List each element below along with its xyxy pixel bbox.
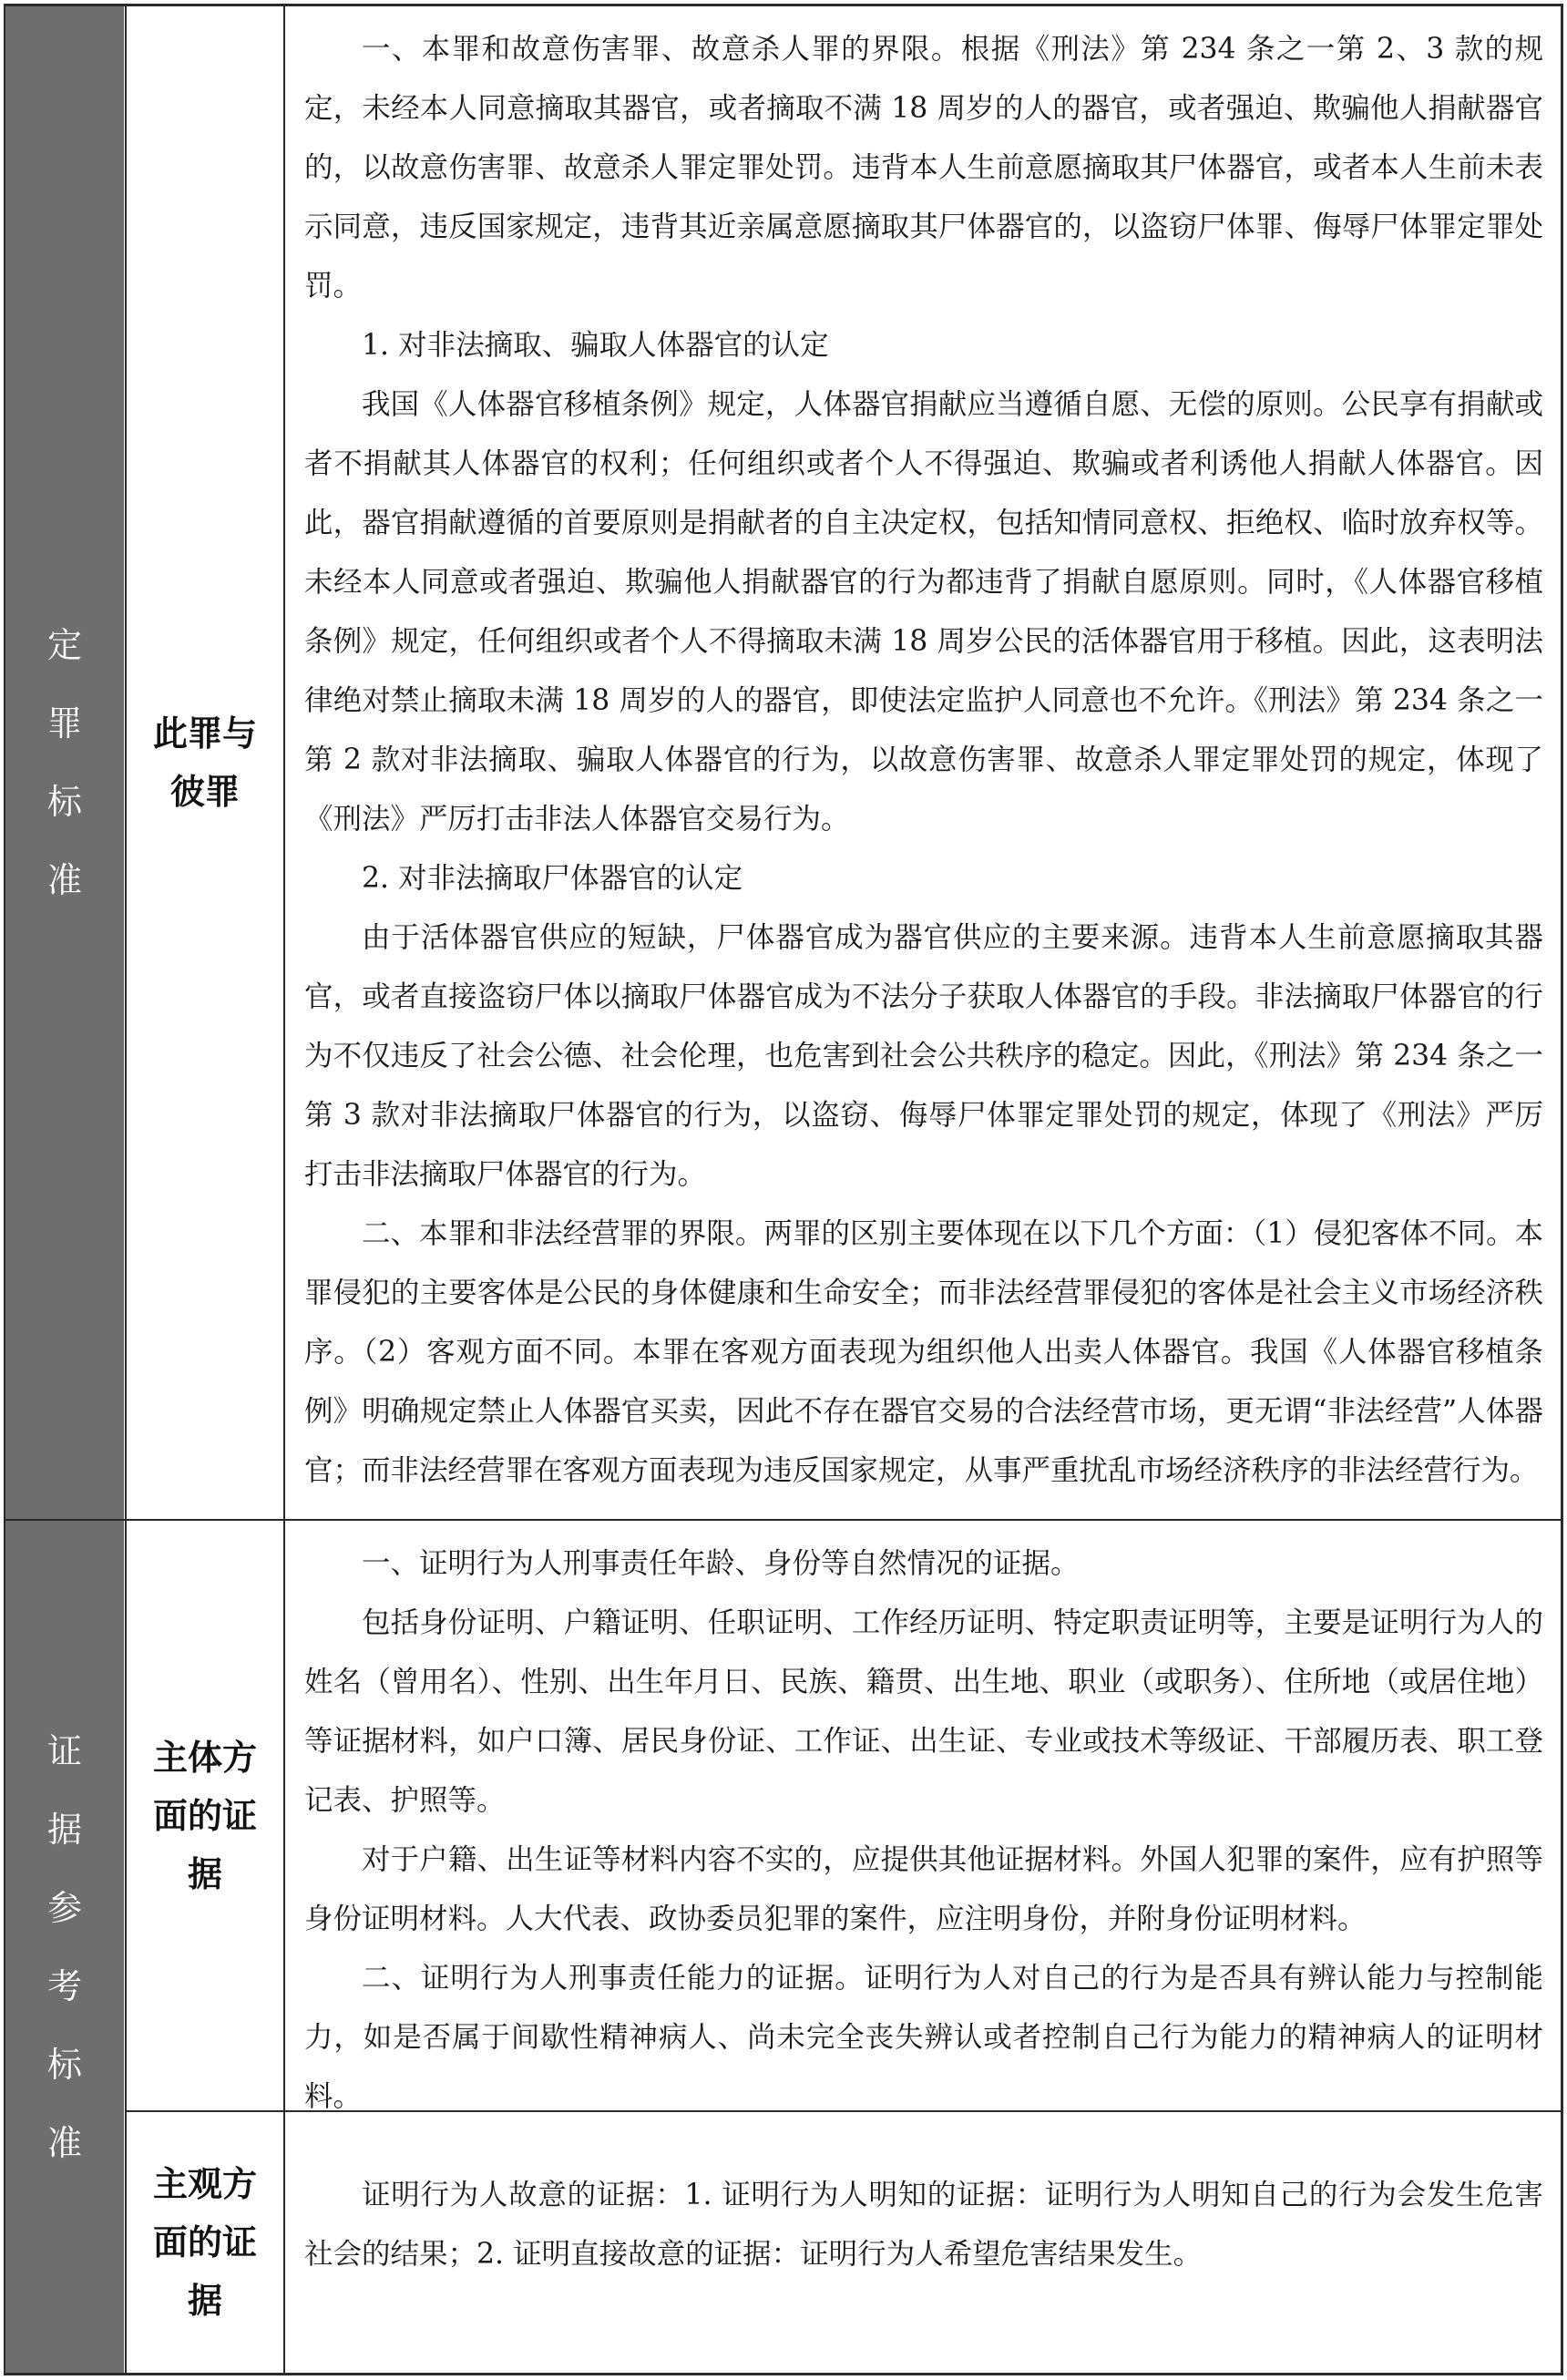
subcategory-label: 主体方面的证据 [152, 1737, 257, 1894]
paragraph: 二、证明行为人刑事责任能力的证据。证明行为人对自己的行为是否具有辨认能力与控制能力，如是否属于间歇性精神病人、尚未完全丧失辨认或者控制自己行为能力的精神病人的证明材料。 [304, 1962, 1543, 2113]
category-label: 定罪标准 [46, 625, 82, 900]
paragraph: 2. 对非法摘取尸体器官的认定 [362, 862, 743, 895]
paragraph: 我国《人体器官移植条例》规定，人体器官捐献应当遵循自愿、无偿的原则。公民享有捐献或者不捐献其人体器官的权利；任何组织或者个人不得强迫、欺骗或者利诱他人捐献人体器官。因此，器官捐献遵循的首要原则是捐献者的自主决定权，包括知情同意权、拒绝权、临时放弃权等。未经本人同意或者强迫、欺骗他人捐献器官的行为都违背了捐献自愿原则。同时，《人体器官移植条例》规定，任何组织或者个人不得摘取未满 18 周岁公民的活体器官用于移植。因此，这表明法律绝对禁止摘取未满 18 周岁的人的器官，即使法定监护人同意也不允许。《刑法》第 234 条之一第 2 款对非法摘取、骗取人体器官的行为，以故意伤害罪、故意杀人罪定罪处罚的规定，体现了《刑法》严厉打击非法人体器官交易行为。 [304, 388, 1543, 836]
category-cell-evidence-standard [5, 1521, 124, 2373]
paragraph: 一、本罪和故意伤害罪、故意杀人罪的界限。根据《刑法》第 234 条之一第 2、3 款的规定，未经本人同意摘取其器官，或者摘取不满 18 周岁的人的器官，或者强迫、欺骗他人捐献器官的，以故意伤害罪、故意杀人罪定罪处罚。违背本人生前意愿摘取其尸体器官，或者本人生前未表示同意，违反国家规定，违背其近亲属意愿摘取其尸体器官的，以盗窃尸体罪、侮辱尸体罪定罪处罚。 [304, 33, 1543, 303]
paragraph: 1. 对非法摘取、骗取人体器官的认定 [362, 329, 829, 362]
column-divider-2 [283, 4, 285, 2375]
paragraph: 一、证明行为人刑事责任年龄、身份等自然情况的证据。 [362, 1547, 1080, 1580]
category-cell-conviction-standard [5, 6, 124, 1519]
paragraph: 对于户籍、出生证等材料内容不实的，应提供其他证据材料。外国人犯罪的案件，应有护照等身份证明材料。人大代表、政协委员犯罪的案件，应注明身份，并附身份证明材料。 [304, 1843, 1543, 1935]
table-border-right [1561, 4, 1563, 2375]
category-label: 证据参考标准 [46, 1730, 82, 2163]
content-cell-subjective-evidence [304, 2166, 1543, 2284]
content-cell-this-vs-other-crime [304, 20, 1543, 1501]
paragraph: 由于活体器官供应的短缺，尸体器官成为器官供应的主要来源。违背本人生前意愿摘取其器官，或者直接盗窃尸体以摘取尸体器官成为不法分子获取人体器官的手段。非法摘取尸体器官的行为不仅违反了社会公德、社会伦理，也危害到社会公共秩序的稳定。因此，《刑法》第 234 条之一第 3 款对非法摘取尸体器官的行为，以盗窃、侮辱尸体罪定罪处罚的规定，体现了《刑法》严厉打击非法摘取尸体器官的行为。 [304, 921, 1543, 1191]
column-divider-1 [125, 4, 127, 2375]
paragraph: 证明行为人故意的证据：1. 证明行为人明知的证据：证明行为人明知自己的行为会发生危害社会的结果；2. 证明直接故意的证据：证明行为人希望危害结果发生。 [304, 2179, 1543, 2271]
subcategory-cell-this-vs-other-crime [128, 6, 282, 1519]
paragraph: 二、本罪和非法经营罪的界限。两罪的区别主要体现在以下几个方面：（1）侵犯客体不同。本罪侵犯的主要客体是公民的身体健康和生命安全；而非法经营罪侵犯的客体是社会主义市场经济秩序。（2）客观方面不同。本罪在客观方面表现为组织他人出卖人体器官。我国《人体器官移植条例》明确规定禁止人体器官买卖，因此不存在器官交易的合法经营市场，更无谓“非法经营”人体器官；而非法经营罪在客观方面表现为违反国家规定，从事严重扰乱市场经济秩序的非法经营行为。 [304, 1217, 1543, 1487]
table-border-bottom [4, 2373, 1563, 2375]
paragraph: 包括身份证明、户籍证明、任职证明、工作经历证明、特定职责证明等，主要是证明行为人的姓名（曾用名）、性别、出生年月日、民族、籍贯、出生地、职业（或职务）、住所地（或居住地）等证据材料，如户口簿、居民身份证、工作证、出生证、专业或技术等级证、干部履历表、职工登记表、护照等。 [304, 1606, 1543, 1817]
subcategory-cell-subject-evidence [128, 1521, 282, 2110]
subcategory-label: 此罪与彼罪 [152, 713, 257, 812]
subcategory-cell-subjective-evidence [128, 2112, 282, 2373]
content-cell-subject-evidence [304, 1534, 1543, 2127]
subcategory-label: 主观方面的证据 [152, 2164, 257, 2321]
